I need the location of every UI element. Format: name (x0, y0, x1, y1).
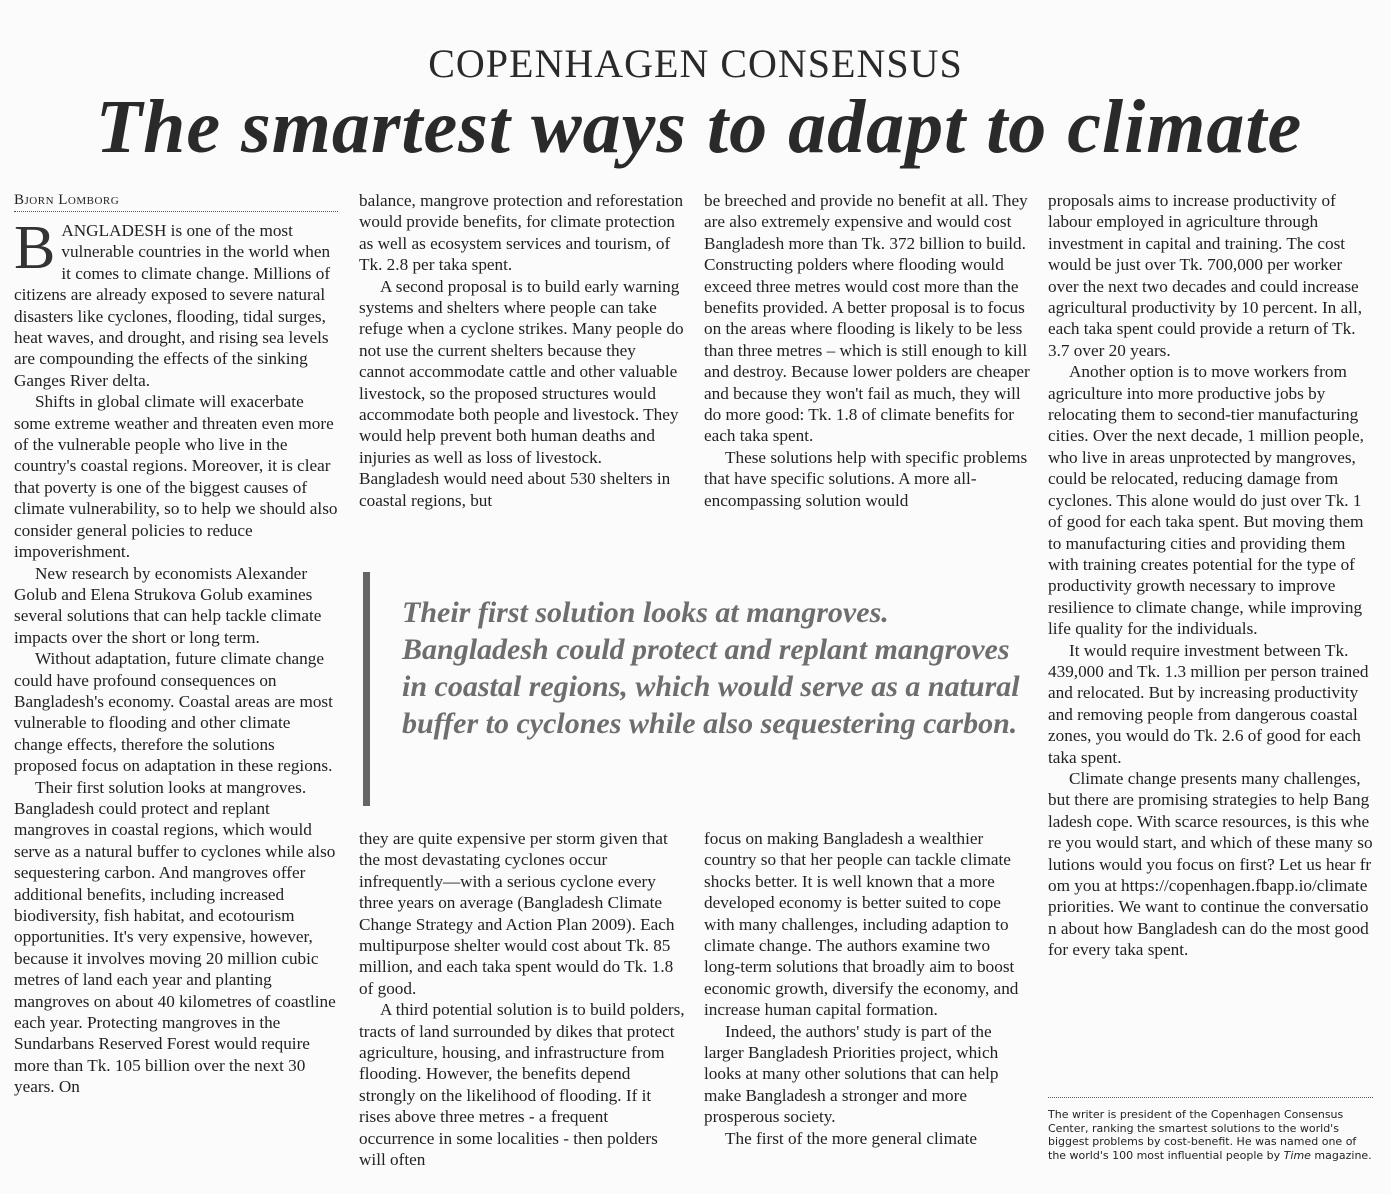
author-footnote (1048, 1097, 1373, 1162)
paragraph: Another option is to move workers from agriculture into more productive jobs by relocating them to second-tier manufacturing cities. Over the next decade, 1 million people, who live in areas unprotected by mangroves, could be relocated, reducing damage from cyclones. This alone would do just over Tk. 1 of good for each taka spent. But moving them to manufacturing cities and providing them with training creates potential for the type of productivity growth necessary to improve resilience to climate change, while improving life quality for the individuals. (1048, 362, 1364, 639)
drop-cap: B (14, 214, 56, 282)
paragraph: they are quite expensive per storm given that the most devastating cyclones occur infrequently—with a serious cyclone every three years on average (Bangladesh Climate Change Strategy and Action Plan 2009). Each multipurpose shelter would cost about Tk. 85 million, and each taka spent would do Tk. 1.8 of good. (359, 829, 675, 998)
paragraph: Shifts in global climate will exacerbate some extreme weather and threaten even more of the vulnerable people who live in the country's coastal regions. Moreover, it is clear that poverty is one of the biggest causes of climate vulnerability, so to help we should also consider general policies to reduce impoverishment. (14, 392, 338, 562)
paragraph: be breeched and provide no benefit at all. They are also extremely expensive and would cost Bangladesh more than Tk. 372 billion to build. Constructing polders where flooding would exceed three metres would cost more than the benefits provided. A better proposal is to focus on the areas where flooding is likely to be less than three metres – which is still enough to kill and destroy. Because lower polders are cheaper and because they won't fail as much, they will do more good: Tk. 1.8 of climate benefits for each taka spent. (704, 191, 1030, 446)
section-label: COPENHAGEN CONSENSUS (428, 41, 963, 86)
article-column-3-top (704, 190, 1030, 550)
byline: Bjorn Lomborg (14, 190, 338, 212)
article-column-4 (1048, 190, 1373, 1090)
paragraph: Climate change presents many challenges, but there are promising strategies to help Bangladesh cope. With scarce resources, is this where you would start, and which of these many solutions would you focus on first? Let us hear from you at https://copenhagen.fbapp.io/climatepriorities. We want to continue the conversation about how Bangladesh can do the most good for every taka spent. (1048, 768, 1373, 960)
article-column-2-bottom (359, 828, 685, 1190)
paragraph: focus on making Bangladesh a wealthier country so that her people can tackle climate shocks better. It is well known that a more developed economy is better suited to cope with many challenges, including adaption to climate change. The authors examine two long-term solutions that broadly aim to boost economic growth, diversify the economy, and increase human capital formation. (704, 829, 1019, 1020)
paragraph: A second proposal is to build early warning systems and shelters where people can take refuge when a cyclone strikes. Many people do not use the current shelters because they cannot accommodate cattle and other valuable livestock, so the proposed structures would accommodate both people and livestock. They would help prevent both human deaths and injuries as well as loss of livestock. Bangladesh would need about 530 shelters in coastal regions, but (359, 276, 684, 510)
paragraph: A third potential solution is to build polders, tracts of land surrounded by dikes that protect agriculture, housing, and infrastructure from flooding. However, the benefits depend strongly on the likelihood of flooding. If it rises above three metres - a frequent occurrence in some localities - then polders will often (359, 1000, 685, 1170)
paragraph: balance, mangrove protection and reforestation would provide benefits, for climate protection as well as ecosystem services and tourism, of Tk. 2.8 per taka spent. (359, 191, 684, 275)
paragraph-text: ANGLADESH is one of the most vulnerable countries in the world when it comes to climate change. Millions of citizens are already exposed to severe natural disasters like cyclones, flooding, tidal surges, heat waves, and drought, and rising sea levels are compounding the effects of the sinking Ganges River delta. (14, 221, 331, 390)
paragraph: The first of the more general climate (725, 1128, 977, 1148)
paragraph: New research by economists Alexander Golub and Elena Strukova Golub examines several solutions that can help tackle climate impacts over the short or long term. (14, 563, 322, 647)
paragraph: It would require investment between Tk. 439,000 and Tk. 1.3 million per person trained and relocated. But by increasing productivity and removing people from dangerous coastal zones, you would do Tk. 2.6 of good for each taka spent. (1048, 640, 1369, 767)
paragraph: Without adaptation, future climate change could have profound consequences on Bangladesh's economy. Coastal areas are most vulnerable to flooding and other climate change effects, therefore the solutions proposed focus on adaptation in these regions. (14, 649, 333, 776)
article-column-2-top (359, 190, 685, 550)
headline: The smartest ways to adapt to climate (95, 85, 1303, 169)
magazine-name: Time (1283, 1148, 1311, 1162)
article-column-1 (14, 190, 338, 1190)
paragraph: proposals aims to increase productivity of labour employed in agriculture through investment in capital and training. The cost would be just over Tk. 700,000 per worker over the next two decades and could increase agricultural productivity by 10 percent. In all, each taka spent could provide a return of Tk. 3.7 over 20 years. (1048, 191, 1363, 360)
pull-quote: Their first solution looks at mangroves. Bangladesh could protect and replant mangroves in coastal regions, which would serve as a natural buffer to cyclones while also sequestering carbon. (363, 572, 1023, 806)
footnote-text: The writer is president of the Copenhagen Consensus Center, ranking the smartest solutions to the world's biggest problems by cost-benefit. He was named one of the world's 100 most influential people by (1048, 1108, 1357, 1162)
paragraph: These solutions help with specific problems that have specific solutions. A more all-encompassing solution would (704, 447, 1028, 510)
article-column-3-bottom (704, 828, 1030, 1190)
paragraph: Their first solution looks at mangroves. Bangladesh could protect and replant mangroves in coastal regions, which would serve as a natural buffer to cyclones while also sequestering carbon. And mangroves offer additional benefits, including increased biodiversity, fish habitat, and ecotourism opportunities. It's very expensive, however, because it involves moving 20 million cubic metres of land each year and planting mangroves on about 40 kilometres of coastline each year. Protecting mangroves in the Sundarbans Reserved Forest would require more than Tk. 105 billion over the next 30 years. On (14, 777, 336, 1097)
paragraph (14, 214, 338, 391)
paragraph: Indeed, the authors' study is part of the larger Bangladesh Priorities project, which looks at many other solutions that can help make Bangladesh a stronger and more prosperous society. (704, 1021, 999, 1127)
footnote-text-end: magazine. (1310, 1148, 1372, 1162)
